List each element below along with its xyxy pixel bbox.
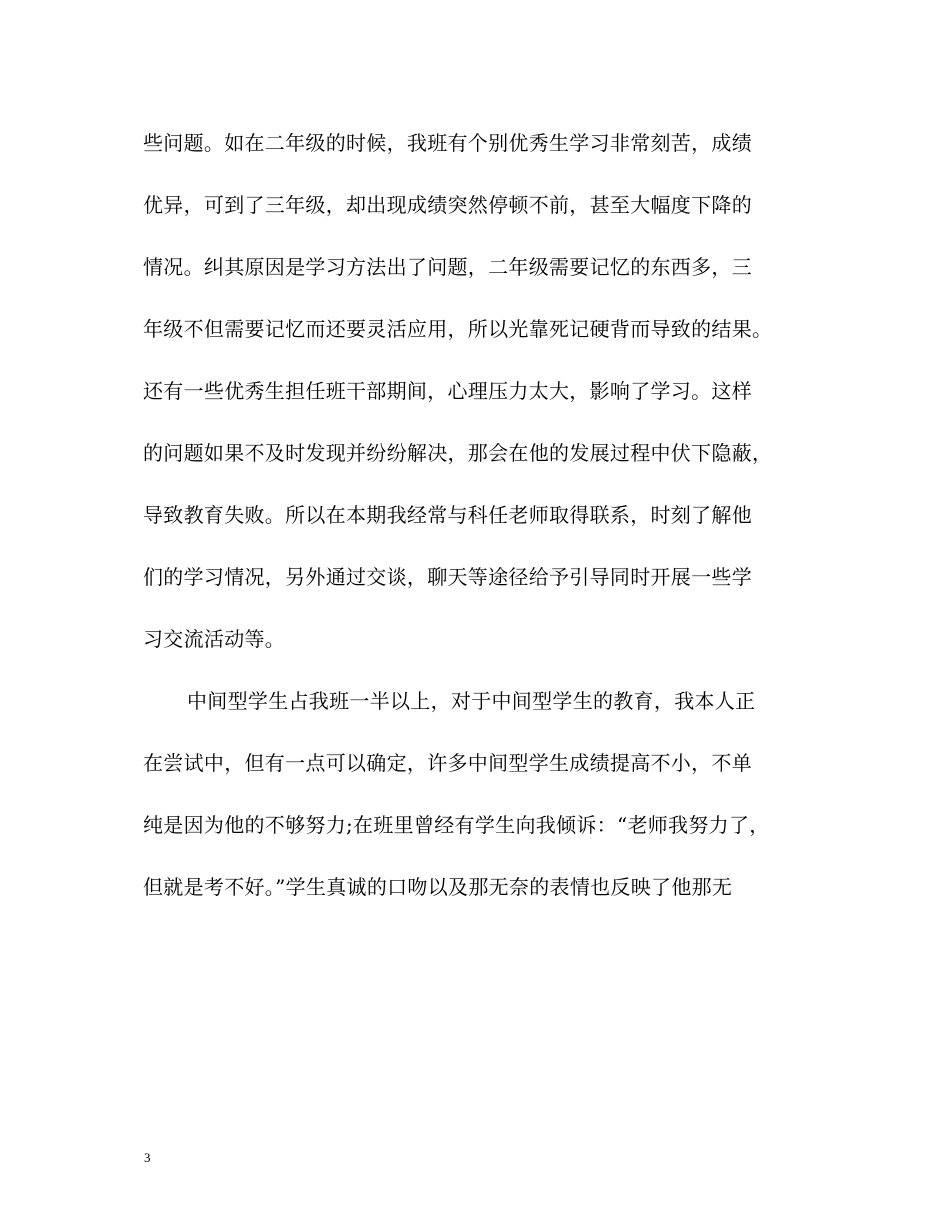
text-line: 还有一些优秀生担任班干部期间，心理压力太大，影响了学习。这样	[143, 379, 752, 403]
text-line: 优异，可到了三年级，却出现成绩突然停顿不前，甚至大幅度下降的	[143, 193, 752, 217]
page-number: 3	[144, 1150, 151, 1165]
text-line: 年级不但需要记忆而还要灵活应用，所以光靠死记硬背而导致的结果。	[143, 317, 773, 341]
text-line: 习交流活动等。	[143, 627, 286, 651]
text-line: 导致教育失败。所以在本期我经常与科任老师取得联系，时刻了解他	[143, 503, 752, 527]
text-line: 情况。纠其原因是学习方法出了问题，二年级需要记忆的东西多，三	[143, 255, 752, 279]
text-line: 纯是因为他的不够努力;在班里曾经有学生向我倾诉：“老师我努力了，	[143, 813, 770, 837]
text-line: 些问题。如在二年级的时候，我班有个别优秀生学习非常刻苦，成绩	[143, 131, 752, 155]
text-line: 们的学习情况，另外通过交谈，聊天等途径给予引导同时开展一些学	[143, 565, 752, 589]
text-line: 在尝试中，但有一点可以确定，许多中间型学生成绩提高不小，不单	[143, 751, 752, 775]
body-text	[143, 120, 823, 926]
text-line: 但就是考不好。”学生真诚的口吻以及那无奈的表情也反映了他那无	[143, 875, 733, 899]
paragraph-start-line: 中间型学生占我班一半以上，对于中间型学生的教育，我本人正	[187, 689, 756, 713]
text-line: 的问题如果不及时发现并纷纷解决，那会在他的发展过程中伏下隐蔽，	[143, 441, 773, 465]
